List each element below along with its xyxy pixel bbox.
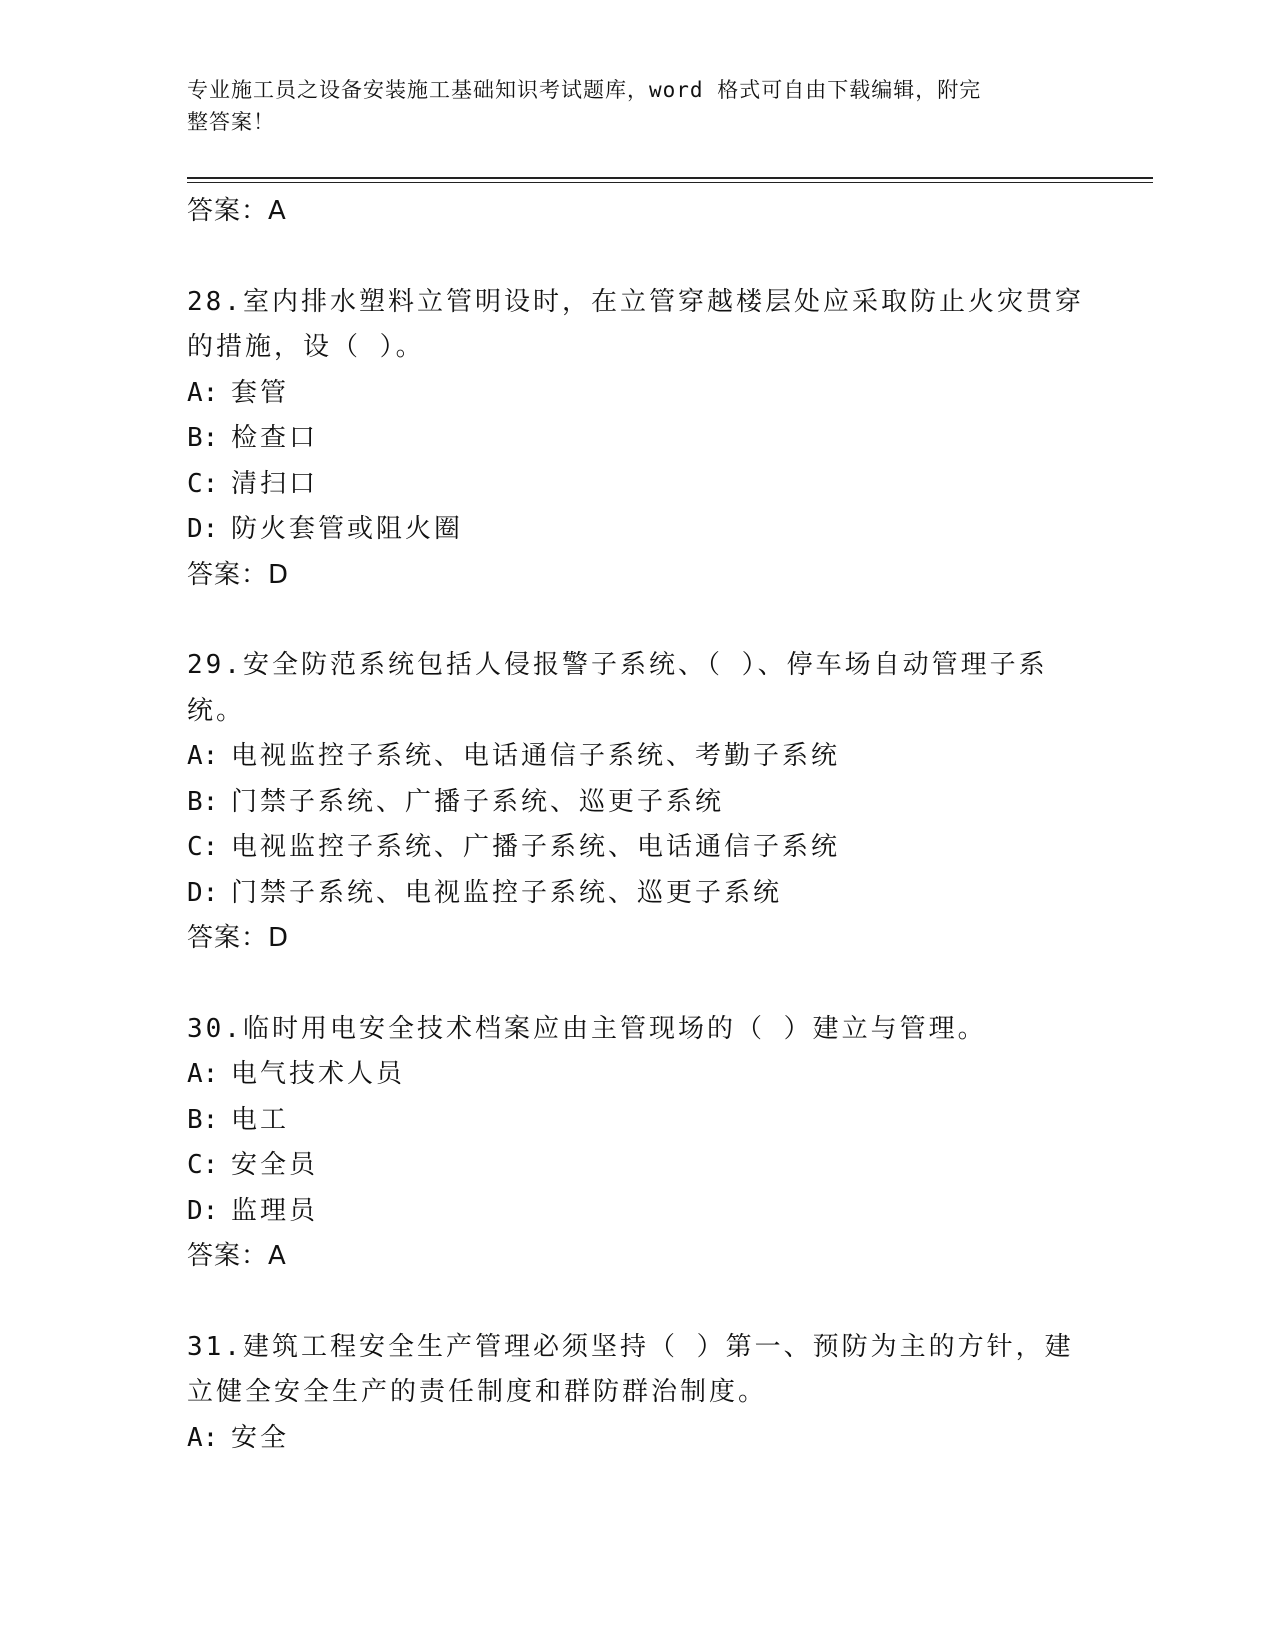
question-stem-line: 统。 — [187, 695, 246, 726]
question-28 — [187, 280, 1087, 599]
answer-30: 答案：A — [187, 1241, 287, 1271]
option-a — [187, 1416, 1087, 1462]
option-d — [187, 507, 1087, 553]
question-31 — [187, 1325, 1087, 1462]
option-b — [187, 780, 1087, 826]
option-text: 电工 — [231, 1104, 290, 1135]
answer-28: 答案：D — [187, 559, 290, 590]
option-text: 清扫口 — [231, 468, 319, 499]
spacer — [187, 962, 1087, 1007]
option-letter: C: — [187, 468, 219, 499]
question-stem-line: 31.建筑工程安全生产管理必须坚持（ ）第一、预防为主的方针，建 — [187, 1331, 1074, 1362]
spacer — [187, 1280, 1087, 1325]
option-d — [187, 871, 1087, 917]
header-line-2: 整答案！ — [187, 110, 275, 134]
option-text: 门禁子系统、广播子系统、巡更子系统 — [231, 786, 725, 817]
header-divider-thin — [187, 182, 1153, 183]
question-list — [187, 189, 1087, 1461]
question-stem-line: 立健全安全生产的责任制度和群防群治制度。 — [187, 1377, 768, 1407]
option-text: 检查口 — [231, 423, 319, 453]
question-stem-line: 的措施，设（ ）。 — [187, 332, 425, 362]
option-letter: A: — [187, 377, 219, 408]
header-line-1: 专业施工员之设备安装施工基础知识考试题库，word 格式可自由下载编辑，附完 — [187, 78, 982, 102]
option-letter: C: — [187, 1150, 219, 1180]
option-text: 套管 — [231, 377, 290, 408]
option-letter: D: — [187, 1195, 219, 1226]
question-stem-line: 28.室内排水塑料立管明设时，在立管穿越楼层处应采取防止火灾贯穿 — [187, 286, 1084, 317]
option-text: 安全员 — [231, 1150, 319, 1180]
document-header — [187, 74, 1067, 138]
option-letter: A: — [187, 1422, 219, 1453]
question-stem-line: 29.安全防范系统包括人侵报警子系统、（ ）、停车场自动管理子系 — [187, 650, 1048, 680]
option-b — [187, 1098, 1087, 1144]
option-letter: A: — [187, 1059, 219, 1089]
option-letter: B: — [187, 786, 219, 817]
question-30 — [187, 1007, 1087, 1280]
option-d — [187, 1189, 1087, 1235]
option-letter: B: — [187, 423, 219, 453]
option-c — [187, 462, 1087, 508]
option-text: 门禁子系统、电视监控子系统、巡更子系统 — [231, 877, 783, 908]
answer-27: 答案：A — [187, 196, 287, 226]
option-letter: D: — [187, 877, 219, 908]
option-a — [187, 734, 1087, 780]
option-text: 安全 — [231, 1422, 290, 1453]
option-c — [187, 825, 1087, 871]
option-letter: C: — [187, 832, 219, 862]
option-a — [187, 371, 1087, 417]
option-letter: B: — [187, 1104, 219, 1135]
option-letter: A: — [187, 741, 219, 771]
option-c — [187, 1143, 1087, 1189]
option-a — [187, 1052, 1087, 1098]
question-stem-line: 30.临时用电安全技术档案应由主管现场的（ ）建立与管理。 — [187, 1013, 987, 1044]
answer-29: 答案：D — [187, 923, 290, 953]
spacer — [187, 235, 1087, 280]
option-text: 监理员 — [231, 1195, 319, 1226]
option-text: 电视监控子系统、电话通信子系统、考勤子系统 — [231, 741, 841, 771]
question-29 — [187, 643, 1087, 962]
option-letter: D: — [187, 514, 219, 544]
spacer — [187, 598, 1087, 643]
option-text: 电视监控子系统、广播子系统、电话通信子系统 — [231, 832, 841, 862]
header-divider-thick — [187, 177, 1153, 179]
option-text: 防火套管或阻火圈 — [231, 514, 464, 544]
option-text: 电气技术人员 — [231, 1059, 406, 1089]
option-b — [187, 416, 1087, 462]
